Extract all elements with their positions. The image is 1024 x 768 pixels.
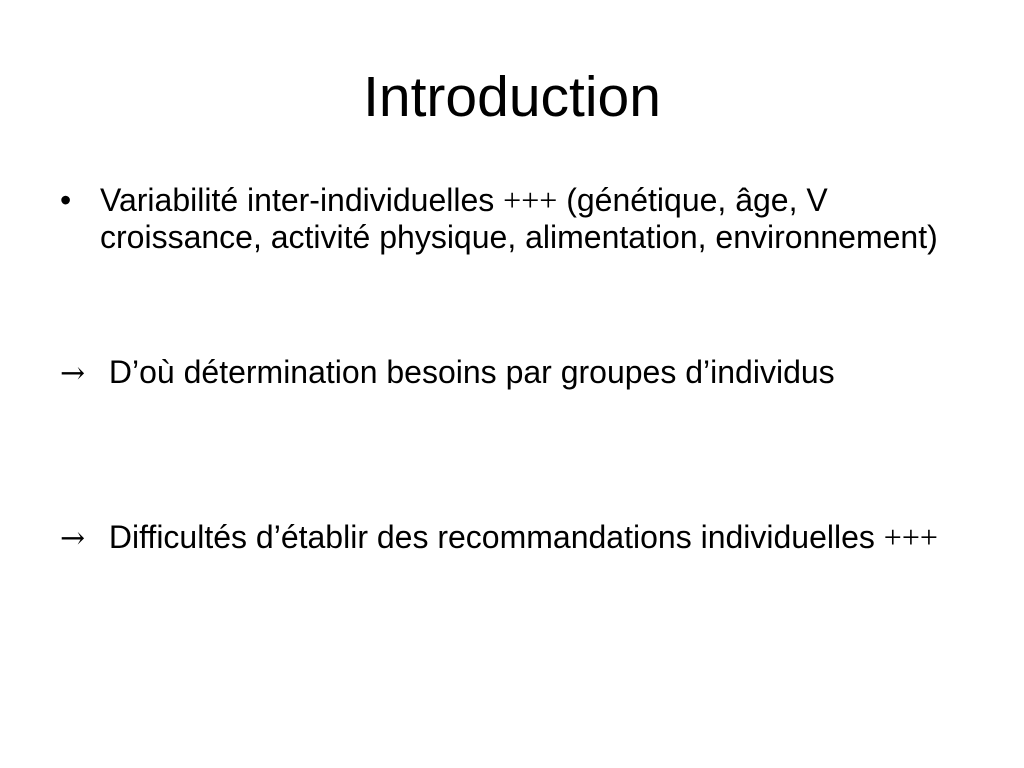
bullet-text-before: Variabilité inter-individuelles [100,182,504,218]
arrow-item-determination [60,354,980,392]
arrow-item-difficulties [60,519,980,557]
right-arrow-icon: → [60,521,86,556]
bullet-dot-icon: • [60,182,72,218]
plus-emphasis: +++ [503,182,558,218]
right-arrow-icon: → [60,356,86,391]
bullet-text-after: (génétique, âge, V croissance, activité physique, alimentation, environnement) [100,182,938,255]
plus-emphasis: +++ [883,519,938,555]
slide-title: Introduction [363,65,661,129]
arrow-item-text: Difficultés d’établir des recommandations individuelles [100,519,884,555]
arrow-item-text: D’où détermination besoins par groupes d’individus [100,354,835,390]
bullet-variability [60,182,980,256]
